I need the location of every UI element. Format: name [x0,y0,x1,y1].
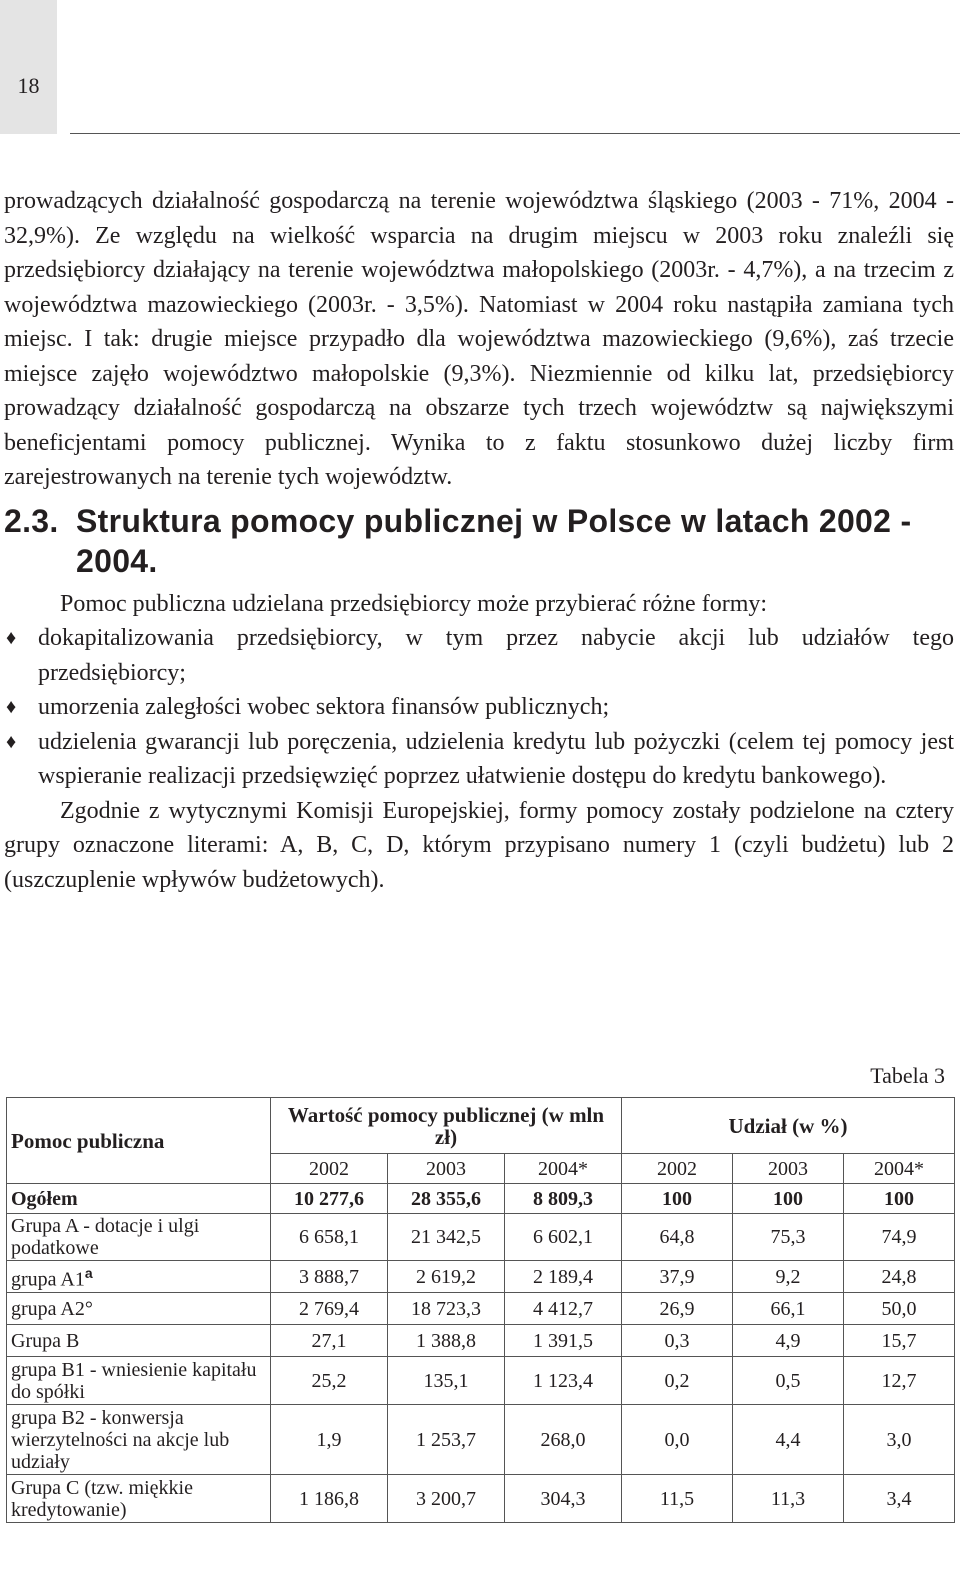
table-row [7,1325,955,1357]
row-label: Ogółem [11,1187,78,1210]
column-header-aid: Pomoc publiczna [7,1098,271,1184]
table-cell: 74,9 [844,1214,955,1261]
classification-paragraph: Zgodnie z wytycznymi Komisji Europejskiej, formy pomocy zostały podzielone na cztery grupy oznaczone literami: A, B, C, D, którym przypisano numery 1 (czyli budżetu) lub 2 (uszczuplenie wpływów budżetowych). [4,797,954,893]
table-cell: 10 277,6 [271,1184,388,1214]
table-cell: 4,9 [733,1325,844,1357]
row-label: grupa A2° [11,1297,93,1320]
column-header-share: Udział (w %) [622,1098,955,1154]
table-cell: 4,4 [733,1405,844,1475]
table-cell: 15,7 [844,1325,955,1357]
table-cell: 1 388,8 [388,1325,505,1357]
page-content [4,184,954,897]
row-label: grupa B1 - wniesienie kapitału do spółki [11,1358,257,1403]
table-cell: 27,1 [271,1325,388,1357]
table-cell: 1 391,5 [505,1325,622,1357]
row-label: grupa A1 [11,1268,85,1291]
footnote-marker: a [84,1265,93,1282]
forms-list [4,621,954,794]
section-number: 2.3. [4,502,59,539]
list-item [4,621,954,690]
row-label-cell [7,1184,271,1214]
table-label: Tabela 3 [870,1063,945,1088]
section-title: Struktura pomocy publicznej w Polsce w latach 2002 - 2004. [76,502,912,579]
table-row [7,1475,955,1523]
public-aid-table [6,1097,955,1523]
table-cell: 4 412,7 [505,1293,622,1325]
row-label: Grupa B [11,1329,80,1352]
table-cell: 50,0 [844,1293,955,1325]
table-cell: 1 123,4 [505,1357,622,1405]
table-cell: 9,2 [733,1261,844,1293]
year-header: 2004* [844,1154,955,1184]
table-cell: 11,3 [733,1475,844,1523]
year-header: 2003 [733,1154,844,1184]
table-cell: 135,1 [388,1357,505,1405]
table-cell: 18 723,3 [388,1293,505,1325]
table-cell: 2 619,2 [388,1261,505,1293]
page-number: 18 [17,73,40,98]
row-label: grupa B2 - konwersja wierzytelności na akcje lub udziały [11,1406,230,1473]
page-tab [0,0,57,134]
header-rule [70,133,960,134]
list-item [4,725,954,794]
table-cell: 0,0 [622,1405,733,1475]
table-row [7,1261,955,1293]
row-label-cell [7,1214,271,1261]
diamond-bullet-icon: ♦ [6,627,17,649]
table-cell: 100 [844,1184,955,1214]
table-cell: 12,7 [844,1357,955,1405]
table-cell: 66,1 [733,1293,844,1325]
year-header: 2002 [622,1154,733,1184]
year-header: 2004* [505,1154,622,1184]
table-cell: 1 186,8 [271,1475,388,1523]
table-cell: 8 809,3 [505,1184,622,1214]
table-cell: 3 888,7 [271,1261,388,1293]
table-row [7,1357,955,1405]
table-cell: 11,5 [622,1475,733,1523]
row-label-cell [7,1293,271,1325]
year-header: 2002 [271,1154,388,1184]
list-item [4,690,954,725]
table-cell: 2 769,4 [271,1293,388,1325]
table-cell: 64,8 [622,1214,733,1261]
row-label-cell [7,1405,271,1475]
table-cell: 24,8 [844,1261,955,1293]
table-cell: 25,2 [271,1357,388,1405]
list-item-text: umorzenia zaległości wobec sektora finansów publicznych; [38,694,610,720]
table-cell: 2 189,4 [505,1261,622,1293]
diamond-bullet-icon: ♦ [6,730,17,753]
table-cell: 100 [733,1184,844,1214]
table-cell: 268,0 [505,1405,622,1475]
table-cell: 26,9 [622,1293,733,1325]
table-cell: 21 342,5 [388,1214,505,1261]
intro-paragraph: Pomoc publiczna udzielana przedsiębiorcy może przybierać różne formy: [60,590,768,617]
column-header-value: Wartość pomocy publicznej (w mln zł) [271,1098,622,1154]
table-header-row [7,1098,955,1154]
table-cell: 3,4 [844,1475,955,1523]
row-label: Grupa A - dotacje i ulgi podatkowe [11,1215,200,1259]
year-header: 2003 [388,1154,505,1184]
paragraph-continuation: prowadzących działalność gospodarczą na terenie województwa śląskiego (2003 - 71%, 2004 - 32,9%). Ze względu na wielkość wsparcia na drugim miejscu w 2003 roku znaleźli się przedsiębiorcy działający na terenie województwa małopolskiego (2003r. - 4,7%), a na trzecim z województwa mazowieckiego (2003r. - 3,5%). Natomiast w 2004 roku nastąpiła zamiana tych miejsc. I tak: drugie miejsce przypadło dla województwa mazowieckiego (9,6%), zaś trzecie miejsce zajęło województwo małopolskie (9,3%). Niezmiennie od kilku lat, przedsiębiorcy prowadzący działalność gospodarczą na obszarze tych trzech województw są największymi beneficjentami pomocy publicznej. Wynika to z faktu stosunkowo dużej liczby firm zarejestrowanych na terenie tych województw. [4,188,954,490]
row-label-cell [7,1261,271,1293]
row-label-cell [7,1475,271,1523]
table-cell: 6 658,1 [271,1214,388,1261]
section-heading [4,501,926,581]
table-cell: 1,9 [271,1405,388,1475]
table-cell: 75,3 [733,1214,844,1261]
table-body [7,1184,955,1523]
table-cell: 0,5 [733,1357,844,1405]
table-cell: 3 200,7 [388,1475,505,1523]
table-row [7,1184,955,1214]
row-label-cell [7,1325,271,1357]
row-label-cell [7,1357,271,1405]
table-cell: 3,0 [844,1405,955,1475]
table-row [7,1293,955,1325]
list-item-text: dokapitalizowania przedsiębiorcy, w tym przez nabycie akcji lub udziałów tego przedsiębiorcy; [38,625,954,686]
table-cell: 100 [622,1184,733,1214]
table-cell: 28 355,6 [388,1184,505,1214]
table-cell: 6 602,1 [505,1214,622,1261]
table-cell: 37,9 [622,1261,733,1293]
table-row [7,1405,955,1475]
diamond-bullet-icon: ♦ [6,696,17,718]
table-cell: 0,3 [622,1325,733,1357]
table-cell: 304,3 [505,1475,622,1523]
table-row [7,1214,955,1261]
list-item-text: udzielenia gwarancji lub poręczenia, udzielenia kredytu lub pożyczki (celem tej pomocy jest wspieranie realizacji przedsięwzięć poprzez ułatwienie dostępu do kredytu bankowego). [38,728,954,789]
table-cell: 1 253,7 [388,1405,505,1475]
table-cell: 0,2 [622,1357,733,1405]
row-label: Grupa C (tzw. miękkie kredytowanie) [11,1476,193,1521]
